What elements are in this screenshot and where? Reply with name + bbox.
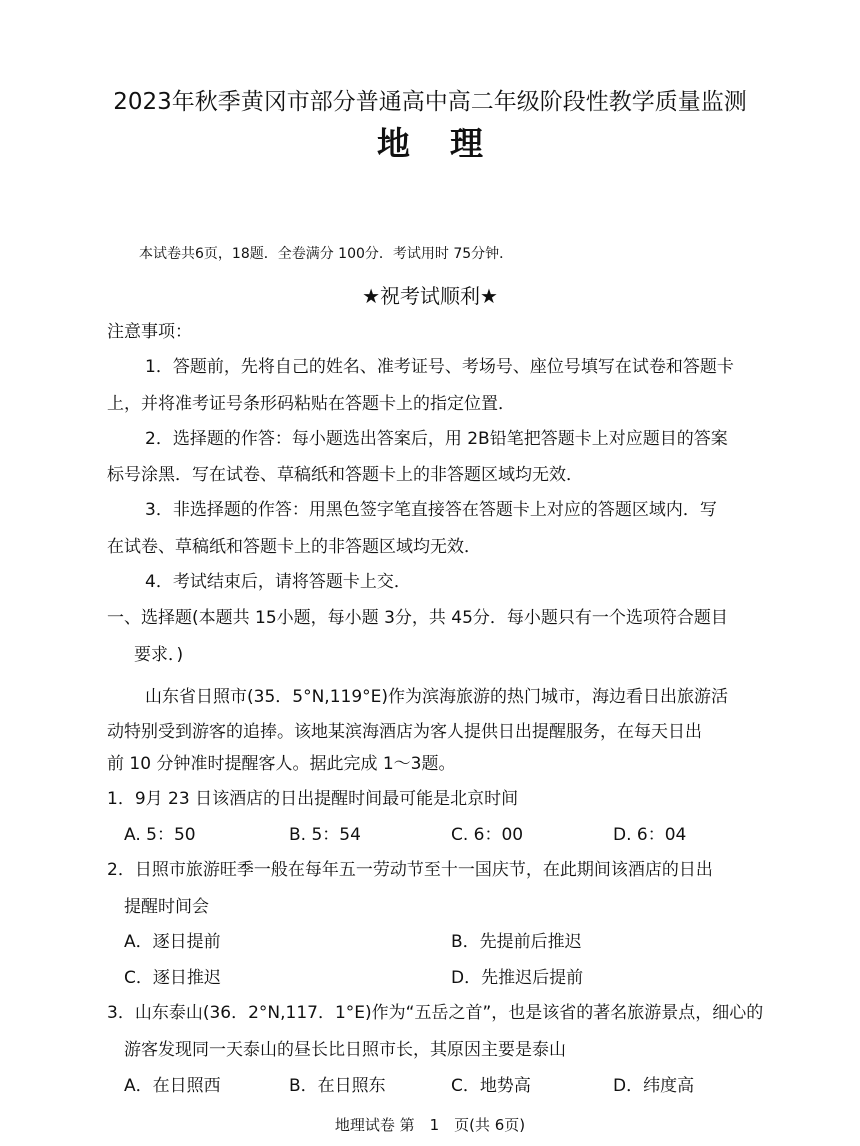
passage-line: 动特别受到游客的追捧。该地某滨海酒店为客人提供日出提醒服务，在每天日出 — [107, 722, 702, 742]
notice-heading: 注意事项： — [107, 322, 192, 342]
question-3-stem: 3．山东泰山(36．2°N,117．1°E)作为“五岳之首”，也是该省的著名旅游景点，细心的 — [107, 1003, 764, 1023]
section-heading: 一、选择题(本题共 15小题，每小题 3分，共 45分．每小题只有一个选项符合题目 — [107, 608, 728, 628]
question-3-option-d[interactable]: D．纬度高 — [613, 1076, 695, 1096]
section-heading-cont: 要求．) — [134, 645, 184, 665]
notice-line: 3．非选择题的作答：用黑色签字笔直接答在答题卡上对应的答题区域内．写 — [145, 500, 717, 520]
good-luck-banner: ★祝考试顺利★ — [362, 284, 498, 308]
question-2-option-c[interactable]: C．逐日推迟 — [124, 968, 221, 988]
question-1-option-d[interactable]: D. 6：04 — [613, 825, 687, 845]
question-1-option-a[interactable]: A. 5：50 — [124, 825, 196, 845]
page-footer: 地理试卷 第 1 页(共 6页) — [334, 1116, 526, 1134]
question-2-option-b[interactable]: B．先提前后推迟 — [451, 932, 582, 952]
notice-line: 上，并将准考证号条形码粘贴在答题卡上的指定位置． — [107, 394, 515, 414]
question-1-stem: 1．9月 23 日该酒店的日出提醒时间最可能是北京时间 — [107, 789, 519, 809]
question-3-option-a[interactable]: A．在日照西 — [124, 1076, 221, 1096]
passage-line: 前 10 分钟准时提醒客人。据此完成 1～3题。 — [107, 754, 456, 774]
question-2-stem: 2．日照市旅游旺季一般在每年五一劳动节至十一国庆节，在此期间该酒店的日出 — [107, 860, 713, 880]
notice-line: 4．考试结束后，请将答题卡上交． — [145, 572, 411, 592]
question-2-option-a[interactable]: A．逐日提前 — [124, 932, 221, 952]
question-3-stem-cont: 游客发现同一天泰山的昼长比日照市长，其原因主要是泰山 — [124, 1040, 566, 1060]
question-3-option-b[interactable]: B．在日照东 — [289, 1076, 386, 1096]
notice-line: 1．答题前，先将自己的姓名、准考证号、考场号、座位号填写在试卷和答题卡 — [145, 357, 734, 377]
question-2-stem-cont: 提醒时间会 — [124, 897, 209, 917]
subject-title: 地理 — [377, 124, 523, 163]
exam-info: 本试卷共6页，18题．全卷满分 100分．考试用时 75分钟． — [139, 246, 514, 262]
question-2-option-d[interactable]: D．先推迟后提前 — [451, 968, 584, 988]
exam-title: 2023年秋季黄冈市部分普通高中高二年级阶段性教学质量监测 — [113, 89, 747, 115]
question-3-option-c[interactable]: C．地势高 — [451, 1076, 531, 1096]
notice-line: 标号涂黑．写在试卷、草稿纸和答题卡上的非答题区域均无效． — [107, 465, 583, 485]
notice-line: 在试卷、草稿纸和答题卡上的非答题区域均无效． — [107, 537, 481, 557]
passage-line: 山东省日照市(35．5°N,119°E)作为滨海旅游的热门城市，海边看日出旅游活 — [145, 687, 729, 707]
question-1-option-b[interactable]: B. 5：54 — [289, 825, 361, 845]
notice-line: 2．选择题的作答：每小题选出答案后，用 2B铅笔把答题卡上对应题目的答案 — [145, 429, 728, 449]
question-1-option-c[interactable]: C. 6：00 — [451, 825, 524, 845]
